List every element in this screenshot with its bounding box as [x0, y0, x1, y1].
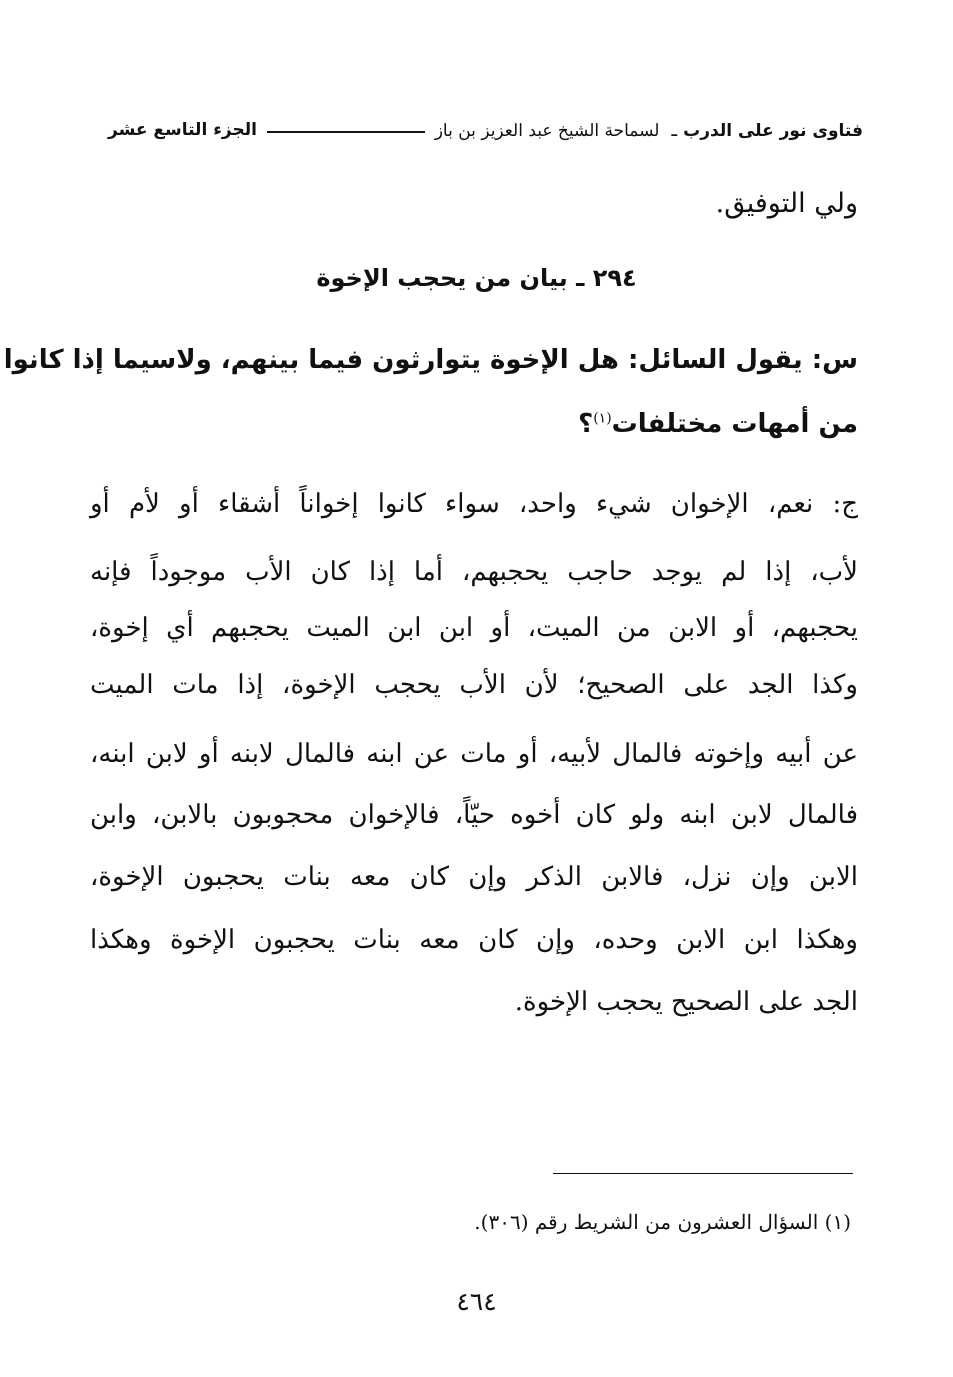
- header-rule: [267, 131, 425, 133]
- running-header: [108, 112, 863, 148]
- answer-line: لأب، إذا لم يوجد حاجب يحجبهم، أما إذا كان الأب موجوداً فإنه: [90, 557, 858, 587]
- page-number: ٤٦٤: [456, 1287, 497, 1316]
- closing-line: ولي التوفيق.: [715, 188, 858, 219]
- answer-line: عن أبيه وإخوته فالمال لأبيه، أو مات عن ابنه فالمال لابنه أو لابن ابنه،: [90, 739, 858, 769]
- answer-line: وهكذا ابن الابن وحده، وإن كان معه بنات يحجبون الإخوة وهكذا: [90, 925, 858, 955]
- section-title: ٢٩٤ ـ بيان من يحجب الإخوة: [316, 264, 637, 292]
- question-line-2: [90, 404, 858, 444]
- answer-line: الابن وإن نزل، فالابن الذكر وإن كان معه بنات يحجبون الإخوة،: [90, 862, 858, 892]
- header-left-group: [435, 119, 863, 141]
- footnote-divider: [553, 1173, 853, 1174]
- author-credit: لسماحة الشيخ عبد العزيز بن باز: [434, 121, 660, 141]
- footnote: (١) السؤال العشرون من الشريط رقم (٣٠٦).: [474, 1210, 851, 1234]
- answer-line: ج: نعم، الإخوان شيء واحد، سواء كانوا إخواناً أشقاء أو لأم أو: [90, 489, 858, 519]
- answer-line: وكذا الجد على الصحيح؛ لأن الأب يحجب الإخوة، إذا مات الميت: [90, 670, 858, 700]
- question-mark: ؟: [578, 409, 594, 439]
- question-line-2-text: من أمهات مختلفات: [611, 409, 858, 439]
- question-line-1: س: يقول السائل: هل الإخوة يتوارثون فيما بينهم، ولاسيما إذا كانوا: [3, 345, 858, 375]
- answer-line: فالمال لابن ابنه ولو كان أخوه حيّاً، فالإخوان محجوبون بالابن، وابن: [90, 800, 858, 830]
- answer-line-last: الجد على الصحيح يحجب الإخوة.: [514, 987, 858, 1017]
- volume-label: الجزء التاسع عشر: [108, 120, 257, 140]
- answer-line: يحجبهم، أو الابن من الميت، أو ابن ابن الميت يحجبهم أي إخوة،: [90, 613, 858, 643]
- header-separator: ـ: [671, 119, 678, 141]
- book-title: فتاوى نور على الدرب: [683, 121, 863, 141]
- footnote-marker: (١): [593, 410, 612, 427]
